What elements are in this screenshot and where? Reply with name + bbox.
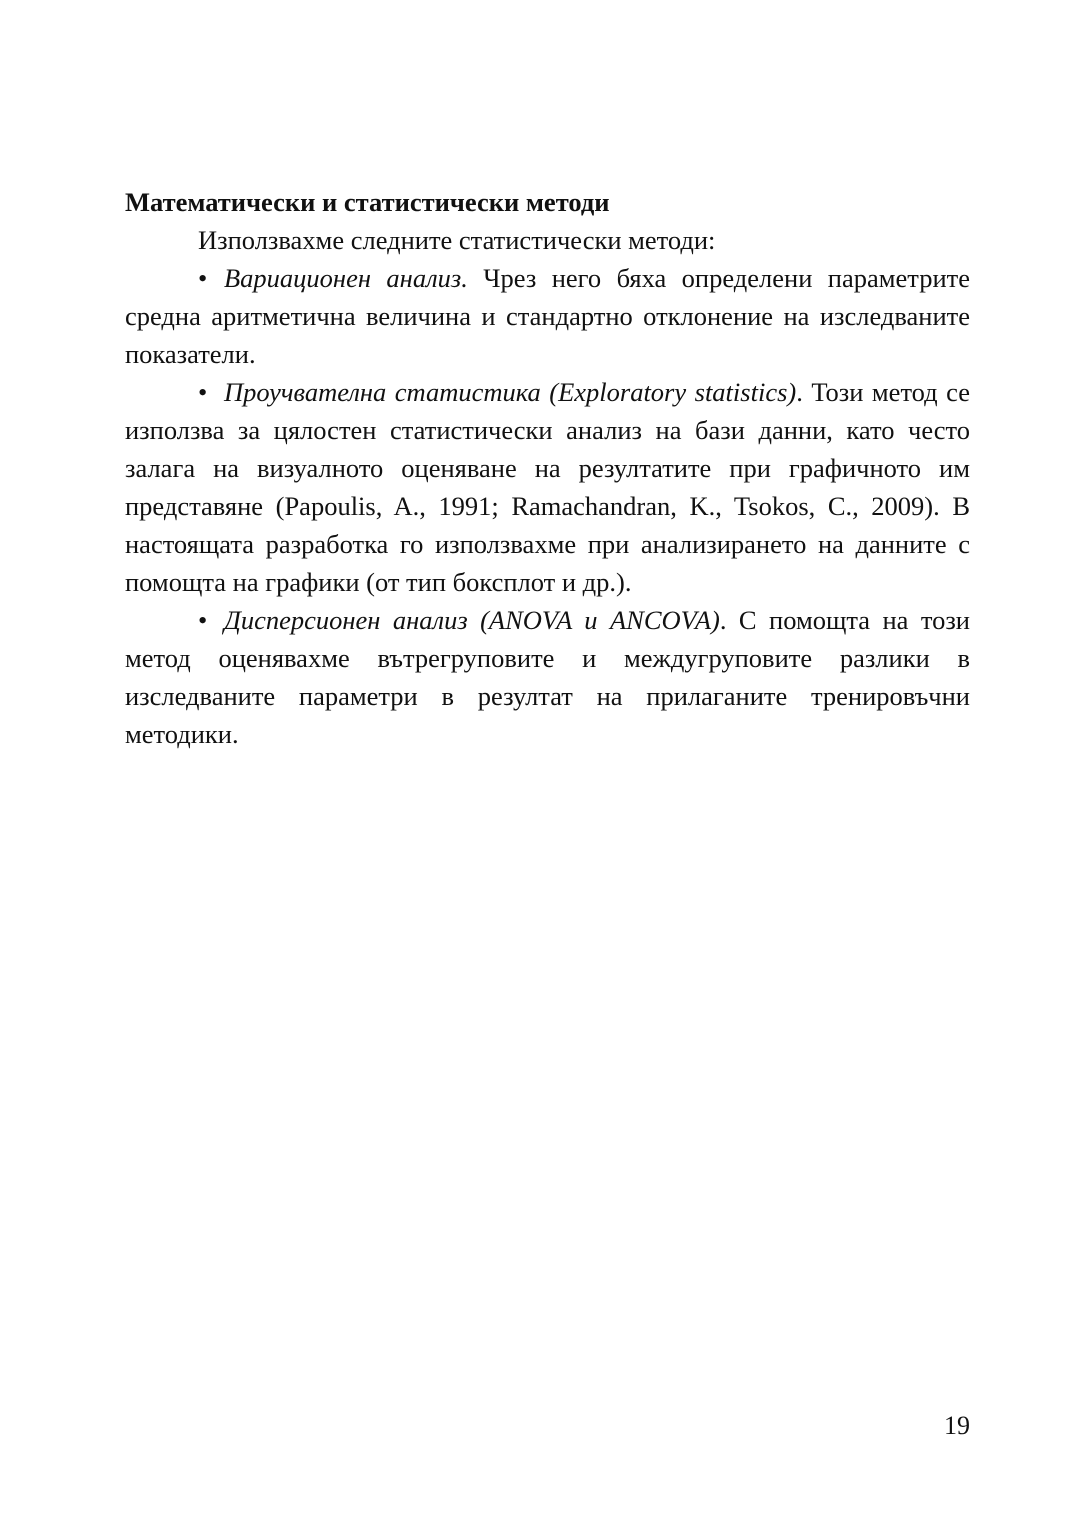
list-item-exploratory-statistics: [125, 373, 970, 601]
item-text: . С помощта на този метод оценявахме вътрегруповите и междугруповите разлики в изследваните параметри в резултат на прилаганите тренировъчни методики.: [125, 605, 970, 749]
list-item-variation-analysis: [125, 259, 970, 373]
item-term: Вариационен анализ.: [224, 263, 468, 293]
bullet-icon: •: [198, 263, 208, 293]
bullet-icon: •: [198, 605, 208, 635]
item-term: Дисперсионен анализ (ANOVA и ANCOVA): [224, 605, 720, 635]
item-text: Чрез него бяха определени параметрите средна аритметична величина и стандартно отклонение на изследваните показатели.: [125, 263, 970, 369]
page-number: 19: [944, 1411, 970, 1440]
item-term: Проучвателна статистика (Exploratory statistics): [224, 377, 797, 407]
item-text: . Този метод се използва за цялостен статистически анализ на бази данни, като често залага на визуалното оценяване на резултатите при графичното им представяне (Papoulis, A., 1991; Ramachandran, K., Tsokos, C., 2009). В настоящата разработка го използвахме при анализирането на данните с помощта на графики (от тип боксплот и др.).: [125, 377, 970, 597]
section-heading: Математически и статистически методи: [125, 187, 610, 217]
list-item-dispersion-analysis: [125, 601, 970, 753]
bullet-icon: •: [198, 377, 208, 407]
intro-paragraph: Използвахме следните статистически методи:: [198, 225, 716, 255]
page-content: [125, 183, 970, 753]
